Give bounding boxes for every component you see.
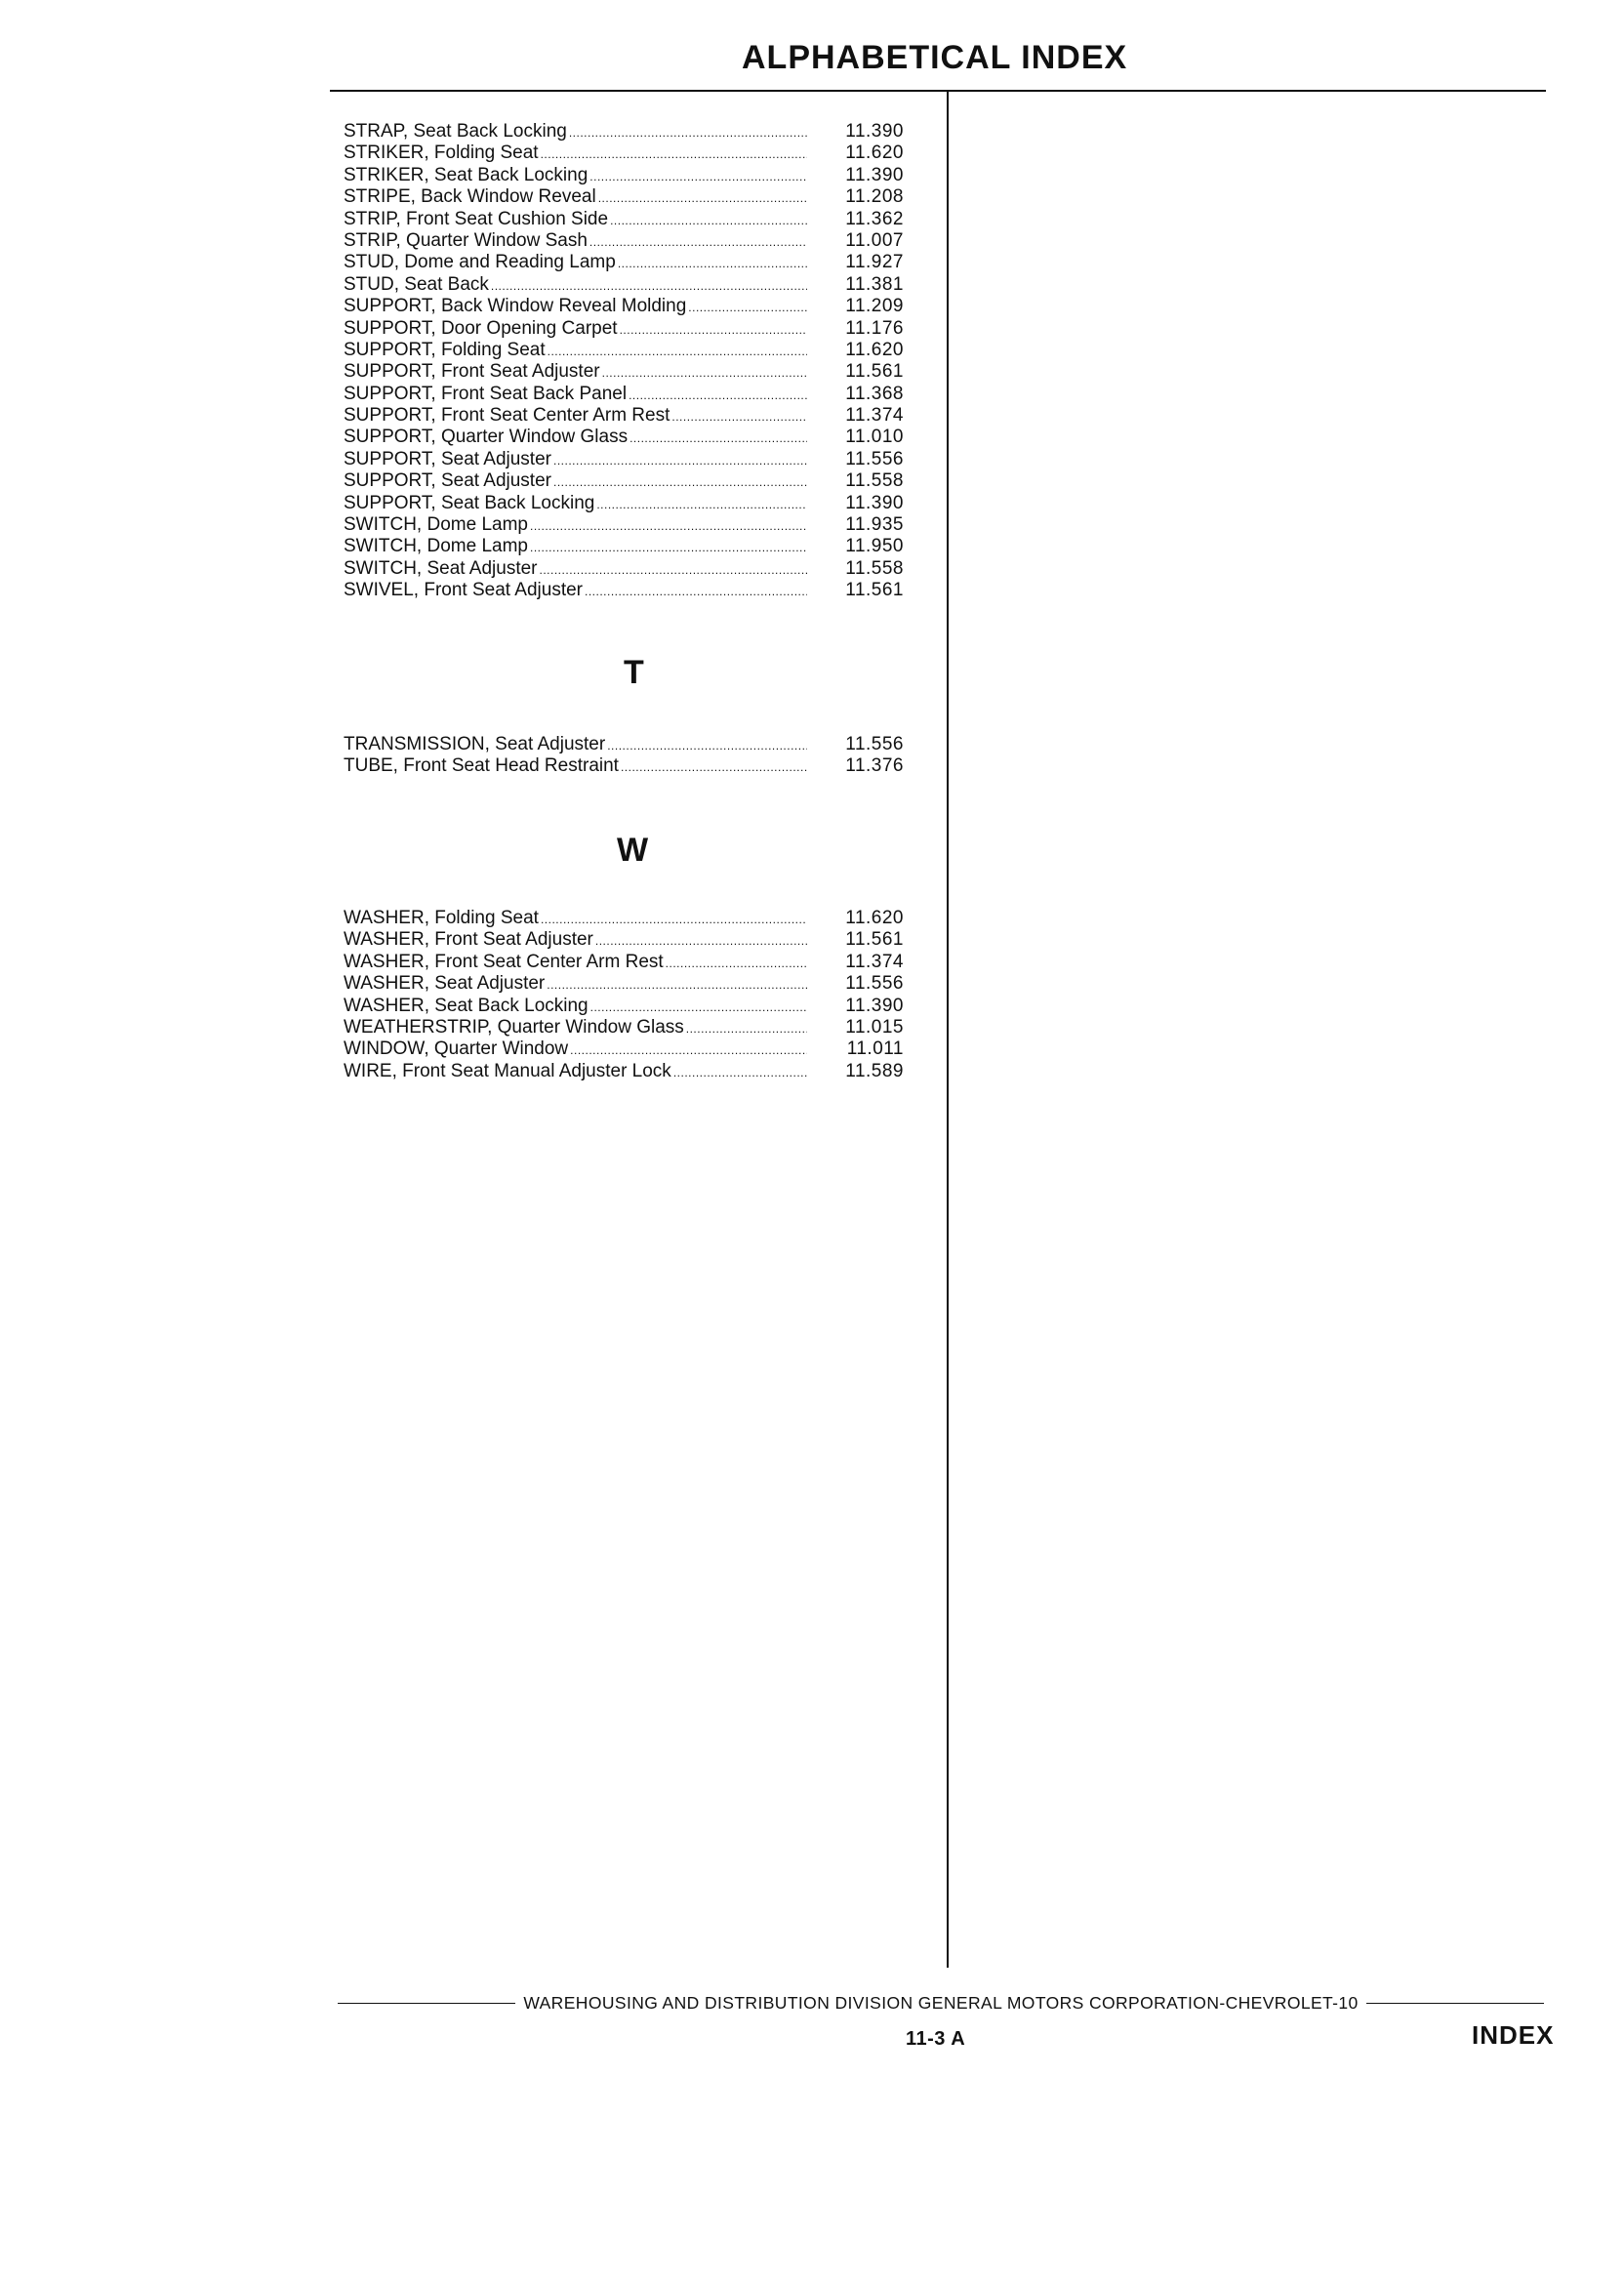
- dot-leader: [491, 275, 807, 297]
- entry-page-ref: 11.620: [845, 339, 904, 360]
- index-entry: [344, 514, 929, 536]
- entry-term: SUPPORT, Seat Adjuster: [344, 470, 551, 492]
- index-section-w: [344, 908, 929, 1082]
- entry-page-ref: 11.374: [845, 405, 904, 427]
- dot-leader: [602, 362, 807, 384]
- footer-rule-right: [1366, 2003, 1544, 2005]
- entry-term: STRAP, Seat Back Locking: [344, 121, 567, 142]
- entry-label: [344, 142, 807, 165]
- entry-label: [344, 973, 807, 996]
- entry-term: SUPPORT, Front Seat Back Panel: [344, 383, 628, 404]
- entry-label: [344, 361, 807, 384]
- index-entry: [344, 558, 929, 580]
- entry-page-ref: 11.558: [845, 470, 904, 492]
- index-entry: [344, 318, 929, 340]
- dot-leader: [618, 253, 807, 274]
- index-entry: [344, 1061, 929, 1082]
- entry-label: [344, 318, 807, 341]
- dot-leader: [548, 341, 807, 362]
- dot-leader: [596, 494, 807, 515]
- entry-page-ref: 11.561: [845, 929, 904, 951]
- entry-page-ref: 11.362: [845, 208, 904, 229]
- entry-label: [344, 996, 807, 1018]
- entry-label: [344, 580, 807, 602]
- entry-label: [344, 755, 807, 778]
- dot-leader: [541, 909, 807, 930]
- index-entry: [344, 121, 929, 142]
- section-heading-t: T: [624, 654, 644, 691]
- index-entry: [344, 734, 929, 755]
- page-title: ALPHABETICAL INDEX: [742, 39, 1128, 76]
- entry-term: SUPPORT, Seat Adjuster: [344, 448, 551, 469]
- entry-term: WIRE, Front Seat Manual Adjuster Lock: [344, 1060, 671, 1081]
- entry-page-ref: 11.390: [845, 995, 904, 1016]
- entry-page-ref: 11.381: [845, 273, 904, 295]
- title-rule: [330, 90, 1546, 92]
- dot-leader: [621, 756, 807, 778]
- entry-label: [344, 405, 807, 428]
- dot-leader: [589, 231, 807, 253]
- dot-leader: [589, 166, 807, 187]
- dot-leader: [673, 1062, 807, 1083]
- footer-publisher-line: [338, 1993, 1544, 2014]
- section-heading-w: W: [617, 832, 649, 869]
- entry-label: [344, 514, 807, 537]
- entry-term: SUPPORT, Quarter Window Glass: [344, 427, 629, 448]
- section-label: INDEX: [1472, 2020, 1555, 2050]
- entry-term: STRIKER, Folding Seat: [344, 142, 539, 164]
- entry-page-ref: 11.620: [845, 142, 904, 164]
- entry-page-ref: 11.556: [845, 448, 904, 469]
- index-entry: [344, 252, 929, 273]
- entry-page-ref: 11.015: [845, 1016, 904, 1038]
- entry-term: STRIP, Front Seat Cushion Side: [344, 208, 609, 229]
- index-entry: [344, 1017, 929, 1038]
- entry-label: [344, 734, 807, 756]
- entry-label: [344, 209, 807, 231]
- entry-label: [344, 296, 807, 318]
- entry-page-ref: 11.556: [845, 734, 904, 754]
- entry-label: [344, 427, 807, 449]
- entry-term: SWITCH, Dome Lamp: [344, 536, 528, 557]
- entry-page-ref: 11.209: [845, 296, 904, 317]
- entry-page-ref: 11.561: [845, 580, 904, 601]
- entry-page-ref: 11.558: [845, 557, 904, 579]
- entry-label: [344, 186, 807, 209]
- entry-term: TUBE, Front Seat Head Restraint: [344, 755, 619, 777]
- index-entry: [344, 296, 929, 317]
- entry-term: SUPPORT, Door Opening Carpet: [344, 317, 618, 339]
- index-entry: [344, 493, 929, 514]
- entry-term: WASHER, Seat Back Locking: [344, 995, 589, 1016]
- entry-label: [344, 340, 807, 362]
- dot-leader: [688, 297, 807, 318]
- entry-page-ref: 11.927: [845, 252, 904, 273]
- entry-term: SUPPORT, Front Seat Center Arm Rest: [344, 405, 670, 427]
- dot-leader: [541, 143, 807, 165]
- entry-page-ref: 11.010: [845, 427, 904, 448]
- index-section-s: [344, 121, 929, 602]
- index-section-t: [344, 734, 929, 778]
- entry-page-ref: 11.176: [845, 317, 904, 339]
- entry-term: WASHER, Front Seat Adjuster: [344, 929, 593, 951]
- entry-label: [344, 1061, 807, 1083]
- index-entry: [344, 142, 929, 164]
- index-entry: [344, 973, 929, 995]
- entry-label: [344, 230, 807, 253]
- index-entry: [344, 1038, 929, 1060]
- index-entry: [344, 165, 929, 186]
- entry-term: WINDOW, Quarter Window: [344, 1038, 569, 1060]
- dot-leader: [620, 319, 807, 341]
- dot-leader: [569, 122, 807, 143]
- entry-label: [344, 536, 807, 558]
- entry-label: [344, 929, 807, 952]
- entry-page-ref: 11.620: [845, 908, 904, 928]
- entry-term: WEATHERSTRIP, Quarter Window Glass: [344, 1016, 684, 1038]
- entry-page-ref: 11.561: [845, 361, 904, 383]
- entry-term: SUPPORT, Front Seat Adjuster: [344, 361, 600, 383]
- entry-page-ref: 11.208: [845, 186, 904, 208]
- entry-page-ref: 11.556: [845, 973, 904, 995]
- index-entry: [344, 209, 929, 230]
- dot-leader: [530, 515, 807, 537]
- entry-label: [344, 384, 807, 406]
- entry-page-ref: 11.950: [845, 536, 904, 557]
- dot-leader: [629, 385, 807, 406]
- dot-leader: [666, 953, 807, 974]
- dot-leader: [553, 450, 807, 471]
- index-entry: [344, 580, 929, 601]
- entry-label: [344, 274, 807, 297]
- index-entry: [344, 996, 929, 1017]
- dot-leader: [598, 187, 807, 209]
- index-entry: [344, 186, 929, 208]
- entry-label: [344, 493, 807, 515]
- entry-label: [344, 952, 807, 974]
- entry-term: STRIP, Quarter Window Sash: [344, 229, 588, 251]
- dot-leader: [671, 406, 807, 428]
- entry-label: [344, 908, 807, 930]
- dot-leader: [540, 559, 807, 581]
- dot-leader: [610, 210, 807, 231]
- entry-page-ref: 11.374: [845, 951, 904, 972]
- entry-term: SUPPORT, Folding Seat: [344, 339, 546, 360]
- index-entry: [344, 536, 929, 557]
- index-entry: [344, 340, 929, 361]
- entry-term: WASHER, Seat Adjuster: [344, 973, 546, 995]
- entry-term: WASHER, Folding Seat: [344, 908, 539, 928]
- entry-label: [344, 165, 807, 187]
- page-number: 11-3 A: [906, 2028, 966, 2050]
- entry-label: [344, 252, 807, 274]
- entry-term: STUD, Dome and Reading Lamp: [344, 252, 616, 273]
- index-entry: [344, 427, 929, 448]
- index-entry: [344, 470, 929, 492]
- index-entry: [344, 755, 929, 777]
- entry-term: TRANSMISSION, Seat Adjuster: [344, 734, 606, 754]
- dot-leader: [607, 735, 807, 756]
- entry-label: [344, 449, 807, 471]
- index-entry: [344, 929, 929, 951]
- entry-label: [344, 1017, 807, 1039]
- entry-label: [344, 121, 807, 143]
- entry-label: [344, 558, 807, 581]
- index-entry: [344, 384, 929, 405]
- entry-term: STRIKER, Seat Back Locking: [344, 164, 589, 185]
- entry-page-ref: 11.935: [845, 514, 904, 536]
- entry-page-ref: 11.589: [845, 1060, 904, 1081]
- entry-label: [344, 470, 807, 493]
- entry-term: STUD, Seat Back: [344, 273, 489, 295]
- entry-page-ref: 11.390: [845, 492, 904, 513]
- dot-leader: [686, 1018, 807, 1039]
- entry-label: [344, 1038, 807, 1061]
- entry-page-ref: 11.368: [845, 383, 904, 404]
- footer-rule-left: [338, 2003, 515, 2005]
- dot-leader: [590, 997, 807, 1018]
- index-entry: [344, 908, 929, 929]
- dot-leader: [629, 428, 807, 449]
- dot-leader: [553, 471, 807, 493]
- entry-term: STRIPE, Back Window Reveal: [344, 186, 596, 208]
- entry-term: WASHER, Front Seat Center Arm Rest: [344, 951, 664, 972]
- footer-publisher: WAREHOUSING AND DISTRIBUTION DIVISION GENERAL MOTORS CORPORATION-CHEVROLET-10: [523, 1993, 1359, 2013]
- entry-page-ref: 11.011: [846, 1038, 904, 1060]
- index-entry: [344, 449, 929, 470]
- dot-leader: [585, 581, 807, 602]
- entry-term: SWITCH, Dome Lamp: [344, 514, 528, 536]
- entry-term: SWITCH, Seat Adjuster: [344, 557, 538, 579]
- entry-page-ref: 11.007: [845, 229, 904, 251]
- column-divider: [947, 90, 949, 1968]
- index-entry: [344, 230, 929, 252]
- entry-page-ref: 11.376: [845, 755, 904, 777]
- dot-leader: [547, 974, 807, 996]
- index-entry: [344, 274, 929, 296]
- entry-term: SUPPORT, Seat Back Locking: [344, 492, 595, 513]
- entry-page-ref: 11.390: [845, 164, 904, 185]
- entry-term: SUPPORT, Back Window Reveal Molding: [344, 296, 687, 317]
- index-entry: [344, 361, 929, 383]
- dot-leader: [530, 537, 807, 558]
- dot-leader: [570, 1039, 807, 1061]
- index-entry: [344, 405, 929, 427]
- entry-term: SWIVEL, Front Seat Adjuster: [344, 580, 583, 601]
- dot-leader: [595, 930, 807, 952]
- index-entry: [344, 952, 929, 973]
- entry-page-ref: 11.390: [845, 121, 904, 142]
